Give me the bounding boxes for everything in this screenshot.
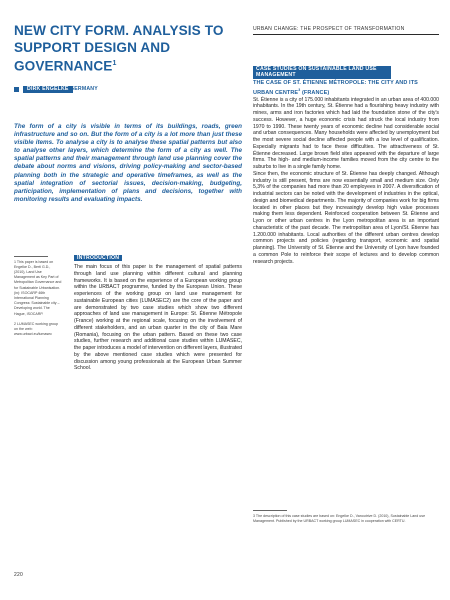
- author-name: DIRK ENGELKE: [23, 86, 73, 93]
- article-title-text: NEW CITY FORM. ANALYSIS TO SUPPORT DESIGN AND GOVERNANCE: [14, 23, 224, 74]
- footnote-divider: [14, 256, 48, 257]
- running-header: URBAN CHANGE: THE PROSPECT OF TRANSFORMATION: [253, 26, 439, 35]
- author-country: GERMANY: [70, 86, 98, 92]
- right-footnote: [253, 510, 439, 524]
- case-study-subheading-suffix: (FRANCE): [300, 89, 330, 96]
- case-study-subheading: [253, 80, 439, 97]
- footnote-2: 2 LUMASEC working group on the web: www.urbact.eu/lumasec: [14, 321, 58, 337]
- left-footnotes: [14, 256, 62, 342]
- introduction-heading: INTRODUCTION: [74, 255, 122, 261]
- case-study-paragraph-1: St. Étienne is a city of 175.000 inhabitants integrated in an urban area of 400.000 inhabitants. In the 19th century, St. Étienne had a flourishing heavy industry with mines, arms and iron factories which had laid the foundation stone of the city's success. However, a huge economic crisis had struck the local industry from 1970 to 1990. These twenty years of economic decline had considerable social and urban consequences. Many households were affected by unemployment but the most severe social decline affected people with a low level of qualification. Especially migrants had to face these difficulties. The attractiveness of St. Étienne decreased. Large brown field sites appeared with the departure of large firms. The high- and medium-income families moved from the city centre to the suburbs to live in a single family home.: [253, 96, 439, 171]
- case-study-paragraph-2: Since then, the economic structure of St. Étienne has deeply changed. Although industry is still present, firms are now essentially small and medium size. Only 5,3% of the companies had more than 20 employees in 2007. A diversification of industrial sectors can be noted with the development of industries in the optical, design and biomedical departments. The majority of companies work for big firms located in other places but they increasingly develop high value processes making them less dependent. Reinforced cooperation between St. Étienne and Lyon or other urban centres in the Lyon metropolitan area is an important characteristic of the past decade. The metropolitan area of Lyon/St. Étienne has 1.200.000 inhabitants. Local authorities of the different urban centres develop common projects and policies (regarding transport, economic and spatial planning). The University of St. Étienne and the University of Lyon have founded a common Pole to reinforce their scope of lectures and to develop common research projects.: [253, 170, 439, 265]
- title-footnote-marker[interactable]: 1: [112, 60, 117, 68]
- page-number: 220: [14, 572, 23, 578]
- abstract: The form of a city is visible in terms of its buildings, roads, green infrastructure and so on. But the form of a city is a lot more than just these visible items. To analyse a city is to analyse these spatial patterns but also to analyse other layers, which determine the form of a city as well. The spatial patterns and their management through land use planning cover the debate about norms and visions, driving policy-making and sector-based planning both in the strategic and operative timeframes, as well as the spatial integration of sectorial issues, decision-making, budgeting, participation, implementation of plans and decisions, together with monitoring results and evaluating impacts.: [14, 123, 242, 203]
- footnote-1: 1 This paper is based on Engelke D., Berti G.D., (2010), Land Use Management as Key Part of Metropolitan Governance and for Sustainable Urbanisation. (in): ISOCARP 46th International Planning Congress: Sustainable city – Developing world. The Hague, ISOCARP.: [14, 259, 62, 316]
- article-title: [14, 23, 246, 75]
- author-line: [14, 86, 246, 94]
- footnote-divider: [253, 510, 287, 511]
- introduction-column: [74, 246, 242, 372]
- footnote-3: 3 The description of this case studies are based on: Engelke D., Vanoutrive D. (2010), Sustainable Land use Management. Published by the URBACT working group LUMASEC in cooperation with CERTU.: [253, 513, 426, 523]
- case-studies-heading: CASE STUDIES ON SUSTAINABLE LAND USE MANAGEMENT: [253, 66, 391, 79]
- introduction-text: The main focus of this paper is the management of spatial patterns through land use planning within different cultural and planning frameworks. It is based on the experience of a European working group within the URBACT programme, funded by the European Union. These experiences of the working group on land use management for sustainable European cities (LUMASEC2) are the core of the paper and are demonstrated by two case studies which show two different approaches of land use management in Europe: St. Étienne Métropole (France) working at the regional scale, focusing on the involvement of different stakeholders, and an urban quarter in the city of Baia Mare (Romania), focusing on the urban pattern. Based on these two case studies, further research and additional case studies within LUMASEC, the paper introduces a model of intervention on different layers, illustrated by the above mentioned case studies which were presented for discussion among young professionals at the European Urban Summer School.: [74, 264, 242, 372]
- case-study-subheading-text: THE CASE OF ST. ÉTIENNE MÉTROPOLE: THE CITY AND ITS URBAN CENTRE: [253, 79, 418, 96]
- subheading-footnote-marker[interactable]: 3: [298, 87, 301, 92]
- square-bullet-icon: [14, 87, 19, 92]
- case-study-column: [253, 66, 439, 265]
